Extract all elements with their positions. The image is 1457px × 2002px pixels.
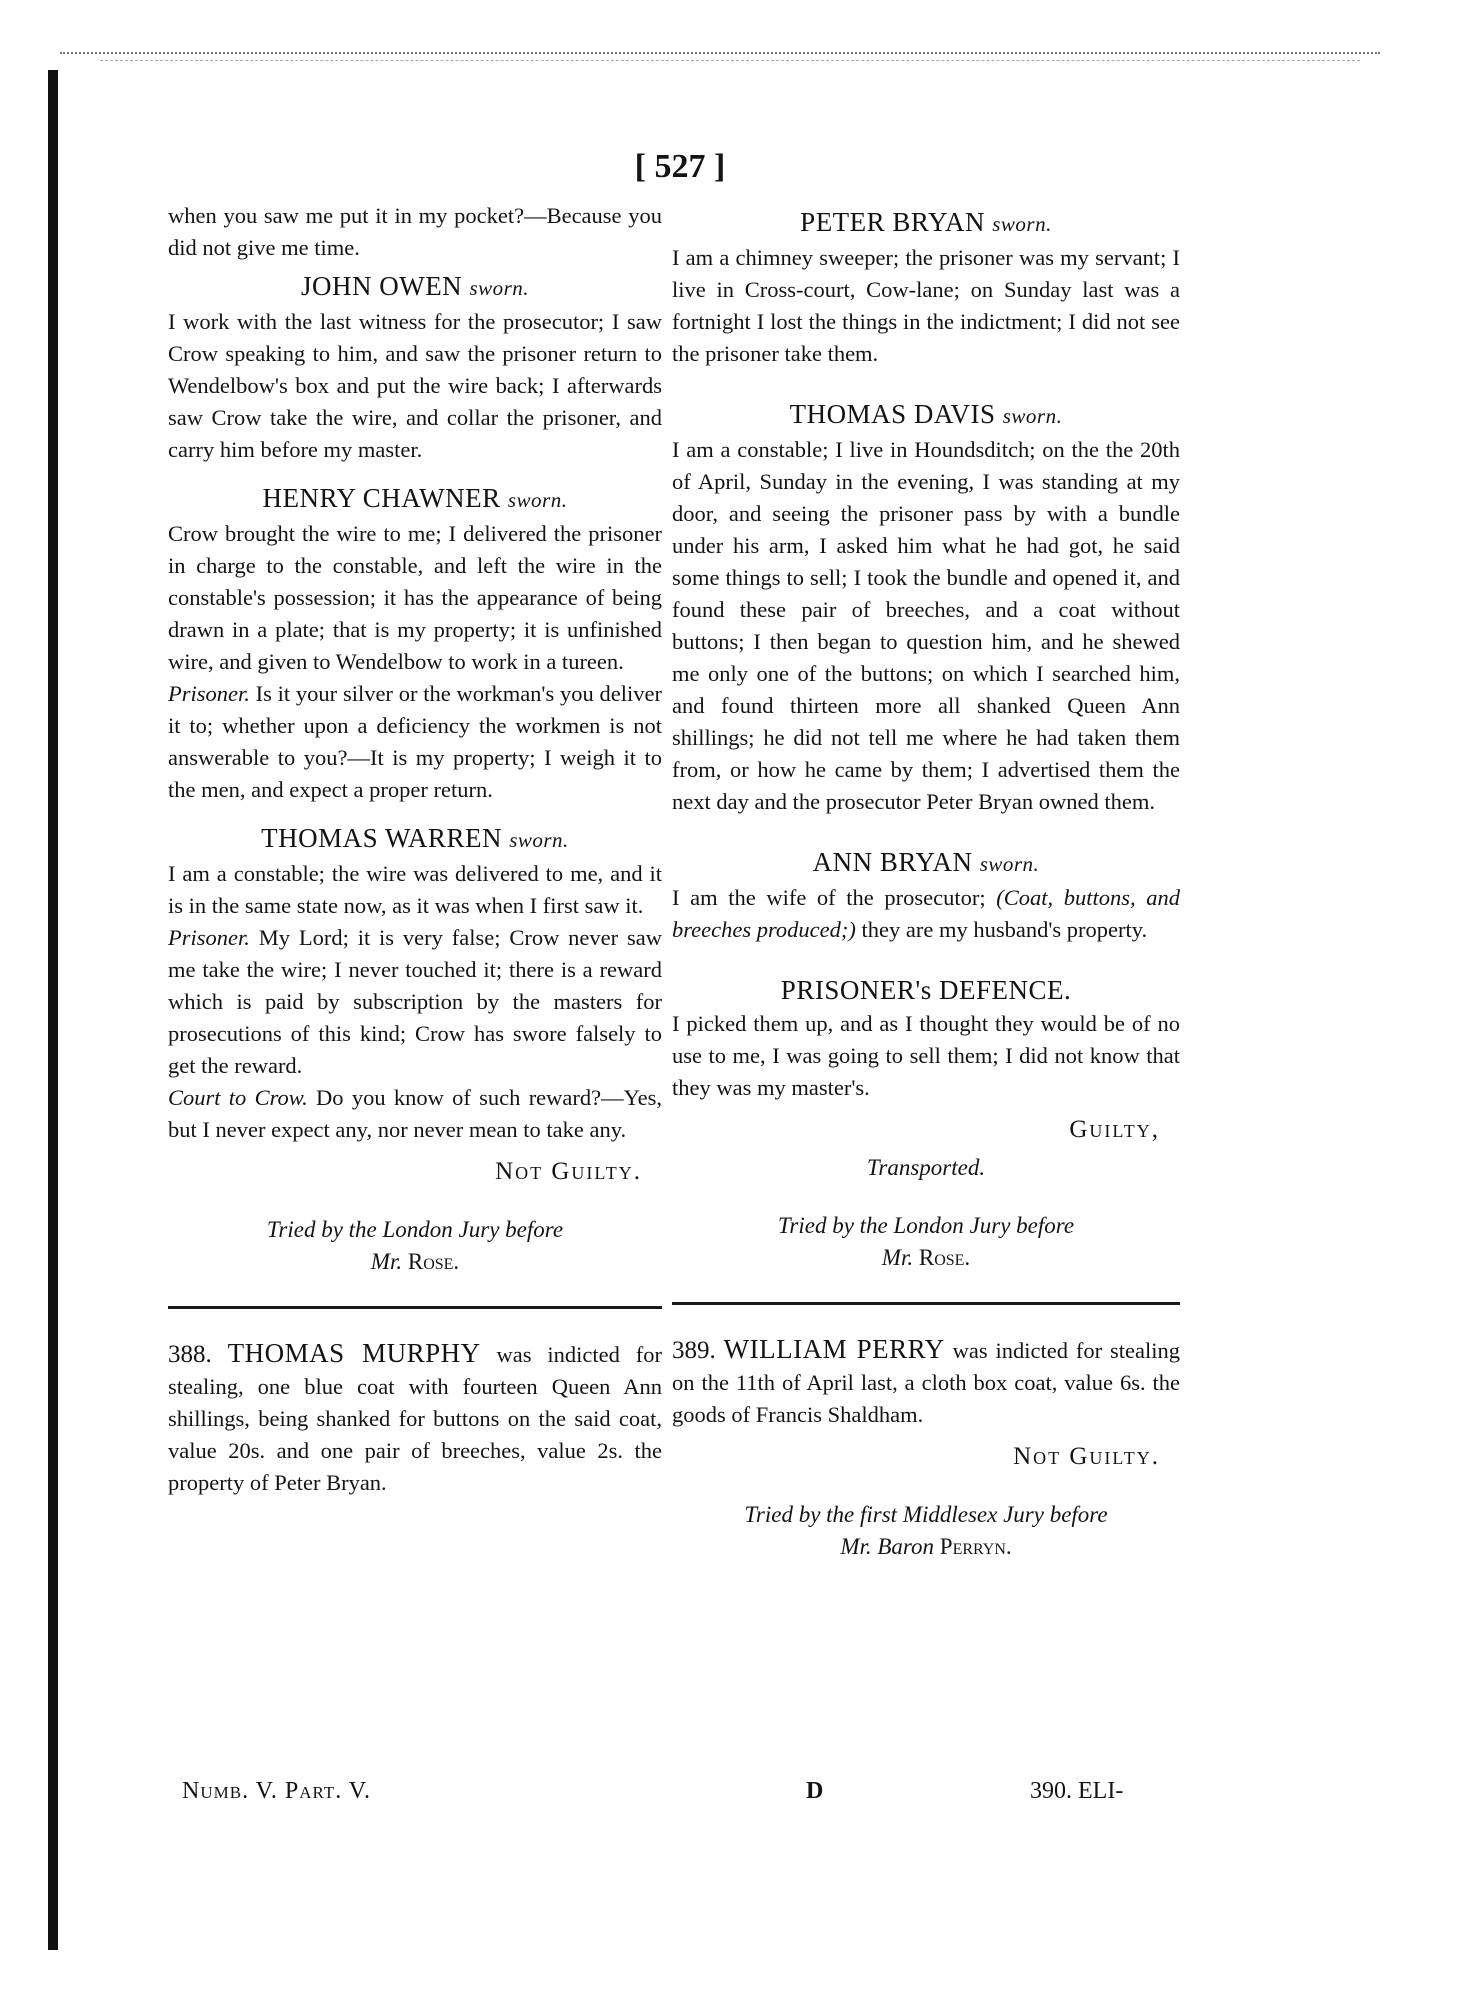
testimony-henry-chawner: Crow brought the wire to me; I delivered the prisoner in charge to the constable, and left the wire in the constable's possession; it has the appearance of being drawn in a plate; that is my property; it is unfinished wire, and given to Wendelbow to work in a tureen.	[168, 521, 662, 674]
judge-prefix: Mr.	[370, 1249, 403, 1274]
tried-before	[672, 1210, 1180, 1274]
testimony-thomas-warren: I am a constable; the wire was delivered to me, and it is in the same state now, as it was when I first saw it.	[168, 861, 662, 918]
defendant-name: WILLIAM PERRY	[723, 1334, 945, 1364]
witness-name: ANN BRYAN	[812, 847, 973, 877]
witness-name: THOMAS DAVIS	[789, 399, 996, 429]
sworn-label: sworn.	[507, 488, 568, 512]
witness-heading-peter-bryan	[672, 206, 1180, 240]
verdict-not-guilty: Not Guilty.	[495, 1158, 642, 1185]
judge-line	[672, 1242, 1180, 1274]
testimony-thomas-davis: I am a constable; I live in Houndsditch; on the the 20th of April, Sunday in the evening, I was standing at my door, and seeing the prisoner pass by with a bundle under his arm, I asked him what he had got, he said some things to sell; I took the bundle and opened it, and found these pair of breeches, and a coat without buttons; I then began to question him, and he shewed me only one of the buttons; on which I searched him, and found thirteen more all shanked Queen Ann shillings; he did not tell me where he had taken them from, or how he came by them; I advertised them the next day and the prosecutor Peter Bryan owned them.	[672, 437, 1180, 814]
prisoner-question-text: Is it your silver or the workman's you deliver it to; whether upon a deficiency the workmen is not answerable to you?—It is my property; I weigh it to the men, and expect a proper return.	[168, 681, 662, 802]
tried-line: Tried by the first Middlesex Jury before	[744, 1502, 1108, 1527]
scan-top-edge	[60, 52, 1380, 54]
case-number: 389.	[672, 1337, 716, 1364]
court-question-text: Do you know of such reward?—Yes, but I never expect any, nor never mean to take any.	[168, 1085, 662, 1142]
testimony-john-owen: I work with the last witness for the prosecutor; I saw Crow speaking to him, and saw the prisoner return to Wendelbow's box and put the wire back; I afterwards saw Crow take the wire, and collar the prisoner, and carry him before my master.	[168, 309, 662, 462]
witness-name: JOHN OWEN	[300, 271, 463, 301]
prisoner-statement-text: My Lord; it is very false; Crow never saw me take the wire; I never touched it; there is a reward which is paid by subscription by the masters for prosecutions of this kind; Crow has swore falsely to get the reward.	[168, 925, 662, 1078]
judge-prefix: Mr. Baron	[840, 1534, 935, 1559]
testimony-text: I am the wife of the prosecutor;	[672, 885, 986, 910]
exhibit-note: (Coat, buttons, and breeches produced;)	[672, 885, 1180, 942]
tried-before	[672, 1499, 1180, 1563]
scan-binding-edge	[48, 70, 58, 1950]
judge-name: Perryn.	[939, 1534, 1012, 1559]
tried-before	[168, 1214, 662, 1278]
speaker-label: Court to Crow.	[168, 1085, 308, 1110]
right-column	[672, 200, 1180, 1563]
scan-top-edge-secondary	[100, 60, 1360, 61]
witness-heading-ann-bryan	[672, 846, 1180, 880]
judge-name: Rose.	[918, 1245, 971, 1270]
indictment-text: was indicted for stealing on the 11th of April last, a cloth box coat, value 6s. the goods of Francis Shaldham.	[672, 1338, 1180, 1427]
speaker-label: Prisoner.	[168, 925, 250, 950]
tried-line: Tried by the London Jury before	[266, 1217, 564, 1242]
defence-heading: PRISONER's DEFENCE.	[780, 975, 1072, 1005]
witness-heading-thomas-warren	[168, 822, 662, 856]
sworn-label: sworn.	[469, 276, 530, 300]
judge-prefix: Mr.	[881, 1245, 914, 1270]
sworn-label: sworn.	[509, 828, 569, 852]
witness-name: HENRY CHAWNER	[262, 483, 501, 513]
sworn-label: sworn.	[1002, 404, 1063, 428]
verdict-guilty: Guilty,	[1069, 1116, 1160, 1143]
signature-mark: Numb. V. Part. V.	[182, 1778, 371, 1804]
opening-text: when you saw me put it in my pocket?—Because you did not give me time.	[168, 203, 662, 260]
sworn-label: sworn.	[979, 852, 1040, 876]
witness-heading-john-owen	[168, 270, 662, 304]
page-number: [ 527 ]	[634, 148, 726, 185]
case-number: 388.	[168, 1341, 212, 1368]
testimony-text: they are my husband's property.	[861, 917, 1148, 942]
court-question	[168, 1082, 662, 1146]
witness-name: PETER BRYAN	[800, 207, 985, 237]
speaker-label: Prisoner.	[168, 681, 250, 706]
verdict-not-guilty: Not Guilty.	[1013, 1443, 1160, 1470]
prisoner-question	[168, 678, 662, 806]
defendant-name: THOMAS MURPHY	[227, 1338, 481, 1368]
signature-letter: D	[806, 1778, 824, 1804]
case-389	[672, 1333, 1180, 1431]
sworn-label: sworn.	[992, 212, 1052, 236]
testimony-peter-bryan: I am a chimney sweeper; the prisoner was my servant; I live in Cross-court, Cow-lane; on Sunday last was a fortnight I lost the things in the indictment; I did not see the prisoner take them.	[672, 245, 1180, 366]
section-divider	[168, 1306, 662, 1309]
left-column	[168, 200, 662, 1499]
judge-line	[168, 1246, 662, 1278]
judge-line	[672, 1531, 1180, 1563]
witness-name: THOMAS WARREN	[261, 823, 502, 853]
case-388	[168, 1337, 662, 1499]
catchword: 390. ELI-	[1030, 1778, 1124, 1804]
witness-heading-thomas-davis	[672, 398, 1180, 432]
prisoner-statement	[168, 922, 662, 1082]
judge-name: Rose.	[407, 1249, 460, 1274]
testimony-ann-bryan	[672, 882, 1180, 946]
defence-text: I picked them up, and as I thought they would be of no use to me, I was going to sell them; I did not know that they was my master's.	[672, 1011, 1180, 1100]
indictment-text: was indicted for stealing, one blue coat with fourteen Queen Ann shillings, being shanked for buttons on the said coat, value 20s. and one pair of breeches, value 2s. the property of Peter Bryan.	[168, 1342, 662, 1495]
tried-line: Tried by the London Jury before	[777, 1213, 1075, 1238]
witness-heading-henry-chawner	[168, 482, 662, 516]
section-divider	[672, 1302, 1180, 1305]
sentence: Transported.	[866, 1155, 986, 1180]
